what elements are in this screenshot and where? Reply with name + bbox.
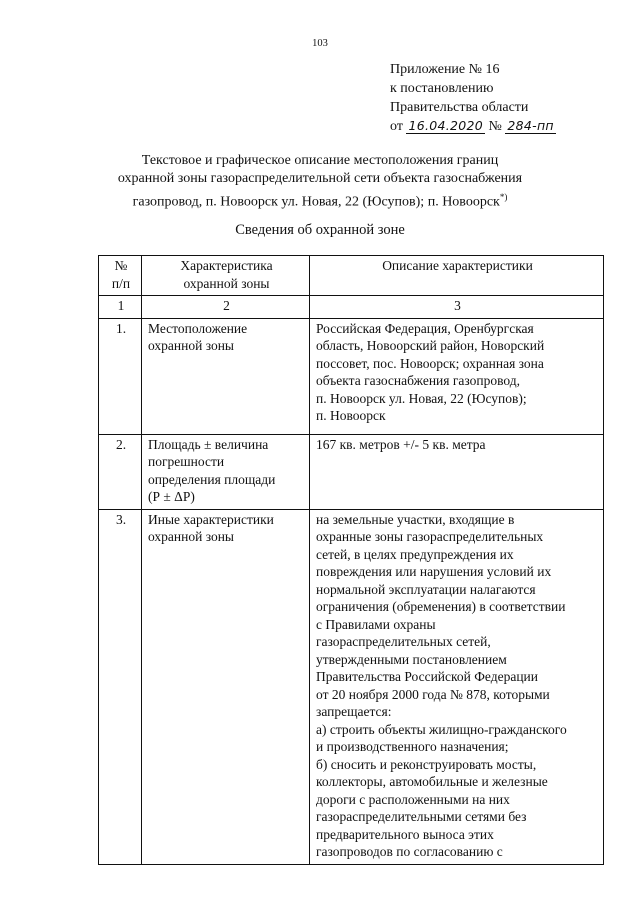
text-line: утвержденными постановлением (316, 651, 507, 667)
text-line: (Р ± ΔР) (148, 489, 195, 504)
text-line: дороги с расположенными на них (316, 791, 510, 807)
text-line: Правительства Российской Федерации (316, 669, 538, 684)
handwritten-date: 16.04.2020 (408, 118, 484, 133)
row-characteristic (142, 509, 310, 864)
text-line: а) строить объекты жилищно-гражданского (316, 721, 567, 737)
appendix-line-3: Правительства области (390, 100, 529, 115)
protection-zone-table (98, 255, 604, 865)
row-number: 3. (99, 509, 142, 864)
text-line: газопроводов по согласованию с (316, 844, 503, 859)
header-num-line-2: п/п (111, 275, 131, 291)
header-characteristic (142, 256, 310, 296)
row-description (310, 509, 604, 864)
text-line: охранные зоны газораспределительных (316, 529, 544, 544)
row-characteristic (142, 434, 310, 509)
header-characteristic-line-1: Характеристика (180, 258, 273, 273)
text-line: газораспределительными сетями без (316, 809, 527, 824)
row-description (310, 318, 604, 434)
text-line: охранной зоны (148, 338, 235, 353)
text-line: от 20 ноября 2000 года № 878, которыми (316, 686, 550, 702)
row-number: 1. (99, 318, 142, 434)
handwritten-number: 284-пп (507, 118, 554, 133)
text-line: сетей, в целях предупреждения их (316, 546, 514, 562)
column-number-3: 3 (310, 296, 604, 319)
row-characteristic (142, 318, 310, 434)
text-line: 167 кв. метров +/- 5 кв. метра (316, 436, 486, 452)
text-line: Российская Федерация, Оренбургская (316, 320, 534, 336)
title-line-2: охранной зоны газораспределительной сети объекта газоснабжения (117, 171, 523, 186)
text-line: предварительного выноса этих (316, 826, 494, 842)
column-number-1: 1 (99, 296, 142, 319)
text-line: определения площади (148, 471, 276, 487)
title-line-1: Текстовое и графическое описание местоположения границ (141, 153, 499, 168)
appendix-block (390, 60, 556, 136)
appendix-date-line (390, 117, 556, 136)
document-title (60, 152, 580, 212)
page-number: 103 (312, 38, 328, 49)
footnote-mark: *) (499, 192, 508, 202)
column-number-row (99, 296, 604, 319)
text-line: коллекторы, автомобильные и железные (316, 774, 548, 789)
text-line: Иные характеристики (148, 511, 274, 527)
table-header-row (99, 256, 604, 296)
text-line: погрешности (148, 454, 225, 469)
text-line: п. Новоорск ул. Новая, 22 (Юсупов); (316, 390, 527, 406)
column-number-2: 2 (142, 296, 310, 319)
text-line: нормальной эксплуатации налагаются (316, 581, 536, 597)
row-number: 2. (99, 434, 142, 509)
text-line: на земельные участки, входящие в (316, 511, 515, 527)
table-row (99, 318, 604, 434)
section-heading: Сведения об охранной зоне (235, 222, 405, 238)
title-line-3-text: газопровод, п. Новоорск ул. Новая, 22 (Юсупов); п. Новоорск (132, 194, 500, 210)
text-line: повреждения или нарушения условий их (316, 564, 552, 579)
text-line: область, Новоорский район, Новорский (316, 338, 545, 353)
header-characteristic-line-2: охранной зоны (183, 275, 270, 291)
date-prefix: от (390, 119, 403, 134)
row-description (310, 434, 604, 509)
table-row (99, 509, 604, 864)
text-line: объекта газоснабжения газопровод, (316, 373, 520, 388)
text-line: с Правилами охраны (316, 616, 436, 632)
header-num (99, 256, 142, 296)
text-line: Местоположение (148, 320, 248, 336)
number-prefix: № (488, 119, 502, 134)
text-line: и производственного назначения; (316, 739, 509, 754)
header-num-line-1: № (114, 258, 128, 273)
text-line: Площадь ± величина (148, 436, 269, 452)
text-line: запрещается: (316, 704, 392, 719)
appendix-title: Приложение № 16 (390, 62, 500, 77)
title-line-3 (60, 188, 580, 212)
text-line: ограничения (обременения) в соответствии (316, 599, 566, 614)
appendix-line-2: к постановлению (390, 81, 494, 96)
text-line: п. Новоорск (316, 408, 386, 423)
text-line: б) сносить и реконструировать мосты, (316, 756, 537, 772)
text-line: поссовет, пос. Новоорск; охранная зона (316, 355, 544, 371)
table-row (99, 434, 604, 509)
header-description: Описание характеристики (310, 256, 604, 296)
text-line: охранной зоны (148, 529, 235, 544)
text-line: газораспределительных сетей, (316, 634, 491, 649)
